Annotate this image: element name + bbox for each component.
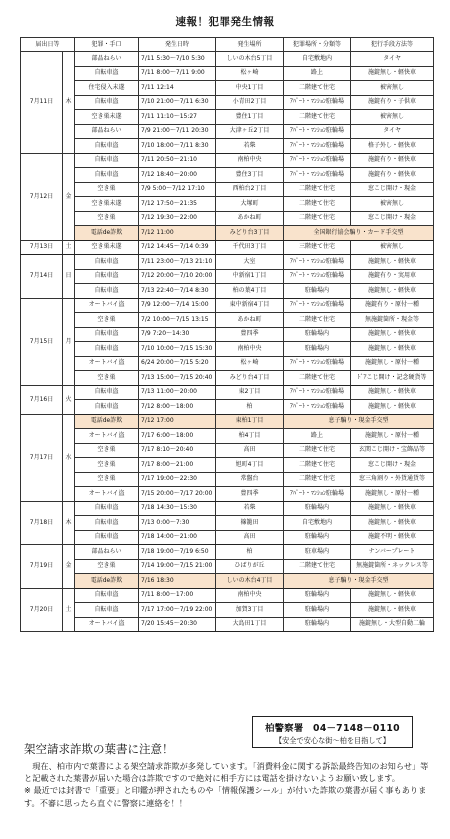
fraud-method: 息子騙り・現金手交型 <box>284 414 434 429</box>
occurrence-time: 7/17 6:00～18:00 <box>139 429 216 444</box>
crime-method: 施錠無し・軽快車 <box>351 284 434 299</box>
table-row <box>21 574 434 589</box>
location-category: 駐輪場内 <box>284 327 351 342</box>
occurrence-time: 7/12 19:30～22:00 <box>139 211 216 226</box>
table-row <box>21 559 434 574</box>
occurrence-place: あかね町 <box>216 313 284 328</box>
occurrence-time: 7/9 12:00～7/14 15:00 <box>139 298 216 313</box>
occurrence-time: 7/9 21:00～7/11 20:30 <box>139 124 216 139</box>
occurrence-time: 7/9 5:00～7/12 17:10 <box>139 182 216 197</box>
occurrence-time: 7/11 8:00～17:00 <box>139 588 216 603</box>
header-type: 犯罪・手口 <box>75 38 139 52</box>
report-weekday: 月 <box>63 298 75 385</box>
occurrence-place: みどり台4丁目 <box>216 371 284 386</box>
report-date: 7月19日 <box>21 545 63 589</box>
report-date: 7月17日 <box>21 414 63 501</box>
occurrence-place: 豊住3丁目 <box>216 168 284 183</box>
location-category: 駐輪場内 <box>284 588 351 603</box>
table-row <box>21 342 434 357</box>
table-row <box>21 414 434 429</box>
occurrence-place: 大津ヶ丘2丁目 <box>216 124 284 139</box>
table-row <box>21 182 434 197</box>
occurrence-place: 篠籠田 <box>216 516 284 531</box>
table-row <box>21 400 434 415</box>
report-weekday: 木 <box>63 52 75 154</box>
occurrence-time: 7/13 0:00～7:30 <box>139 516 216 531</box>
occurrence-time: 7/13 22:40～7/14 8:30 <box>139 284 216 299</box>
table-row <box>21 313 434 328</box>
occurrence-place: 豊四季 <box>216 327 284 342</box>
occurrence-place: 若柴 <box>216 139 284 154</box>
location-category: ｱﾊﾟｰﾄ・ﾏﾝｼｮﾝ駐輪場 <box>284 139 351 154</box>
occurrence-place: 加賀3丁目 <box>216 603 284 618</box>
location-category: 駐車場内 <box>284 545 351 560</box>
crime-method: 施錠無し・軽快車 <box>351 516 434 531</box>
table-row <box>21 371 434 386</box>
crime-method: タイヤ <box>351 124 434 139</box>
location-category: ｱﾊﾟｰﾄ・ﾏﾝｼｮﾝ駐輪場 <box>284 269 351 284</box>
location-category: ｱﾊﾟｰﾄ・ﾏﾝｼｮﾝ駐輪場 <box>284 400 351 415</box>
occurrence-place: 南柏中央 <box>216 342 284 357</box>
table-row <box>21 110 434 125</box>
table-row <box>21 66 434 81</box>
crime-method: 無施錠箇所・現金等 <box>351 313 434 328</box>
crime-type: 自転車盗 <box>75 603 139 618</box>
occurrence-place: 高田 <box>216 443 284 458</box>
crime-method: 施錠有り・軽快車 <box>351 168 434 183</box>
crime-type: 自転車盗 <box>75 139 139 154</box>
occurrence-place: 千代田3丁目 <box>216 240 284 255</box>
report-date: 7月13日 <box>21 240 63 255</box>
table-row <box>21 487 434 502</box>
report-weekday: 日 <box>63 255 75 299</box>
crime-table-body <box>21 52 434 632</box>
table-row <box>21 617 434 632</box>
crime-method: 施錠無し・軽快車 <box>351 385 434 400</box>
occurrence-place: 松ヶ崎 <box>216 356 284 371</box>
occurrence-time: 7/2 10:00～7/15 13:15 <box>139 313 216 328</box>
occurrence-place: 大室 <box>216 255 284 270</box>
crime-method: 玄関こじ開け・宝飾品等 <box>351 443 434 458</box>
occurrence-time: 7/17 17:00～7/19 22:00 <box>139 603 216 618</box>
location-category: 路上 <box>284 66 351 81</box>
table-row <box>21 168 434 183</box>
crime-method: 施錠無し・軽快車 <box>351 400 434 415</box>
occurrence-time: 7/17 19:00～22:30 <box>139 472 216 487</box>
crime-type: 自転車盗 <box>75 400 139 415</box>
occurrence-time: 7/16 18:30 <box>139 574 216 589</box>
table-row <box>21 443 434 458</box>
crime-method: 施錠有り・子供車 <box>351 95 434 110</box>
crime-type: オートバイ盗 <box>75 487 139 502</box>
crime-method: タイヤ <box>351 52 434 67</box>
crime-type: 自転車盗 <box>75 516 139 531</box>
occurrence-place: 若柴 <box>216 501 284 516</box>
location-category: 二階建て住宅 <box>284 81 351 96</box>
table-row <box>21 298 434 313</box>
crime-method: 窓こじ開け・現金 <box>351 211 434 226</box>
occurrence-place: 大島田1丁目 <box>216 617 284 632</box>
crime-type: 空き巣 <box>75 371 139 386</box>
occurrence-place: みどり台3丁目 <box>216 226 284 241</box>
location-category: ｱﾊﾟｰﾄ・ﾏﾝｼｮﾝ駐輪場 <box>284 298 351 313</box>
table-row <box>21 255 434 270</box>
table-row <box>21 603 434 618</box>
location-category: ｱﾊﾟｰﾄ・ﾏﾝｼｮﾝ駐輪場 <box>284 168 351 183</box>
location-category: 駐輪場内 <box>284 603 351 618</box>
location-category: ｱﾊﾟｰﾄ・ﾏﾝｼｮﾝ駐輪場 <box>284 385 351 400</box>
location-category: 二階建て住宅 <box>284 559 351 574</box>
crime-type: 自転車盗 <box>75 530 139 545</box>
occurrence-time: 6/24 20:00～7/15 5:20 <box>139 356 216 371</box>
crime-type: 電話de詐欺 <box>75 574 139 589</box>
location-category: ｱﾊﾟｰﾄ・ﾏﾝｼｮﾝ駐輪場 <box>284 153 351 168</box>
location-category: 二階建て住宅 <box>284 458 351 473</box>
crime-type: 空き巣 <box>75 458 139 473</box>
occurrence-time: 7/12 18:40～20:00 <box>139 168 216 183</box>
occurrence-time: 7/12 17:50～21:35 <box>139 197 216 212</box>
location-category: 駐輪場内 <box>284 342 351 357</box>
report-date: 7月11日 <box>21 52 63 154</box>
fraud-method: 息子騙り・現金手交型 <box>284 574 434 589</box>
crime-type: 自転車盗 <box>75 588 139 603</box>
report-weekday: 火 <box>63 385 75 414</box>
occurrence-place: しいの木台5丁目 <box>216 52 284 67</box>
location-category: ｱﾊﾟｰﾄ・ﾏﾝｼｮﾝ駐輪場 <box>284 487 351 502</box>
table-row <box>21 197 434 212</box>
occurrence-time: 7/10 18:00～7/11 8:30 <box>139 139 216 154</box>
report-date: 7月18日 <box>21 501 63 545</box>
crime-table <box>20 37 434 632</box>
crime-type: 空き巣未遂 <box>75 110 139 125</box>
table-row <box>21 52 434 67</box>
location-category: 駐輪場内 <box>284 617 351 632</box>
crime-method: 施錠無し・原付一種 <box>351 487 434 502</box>
occurrence-time: 7/13 15:00～7/15 20:40 <box>139 371 216 386</box>
crime-type: 自転車盗 <box>75 269 139 284</box>
table-row <box>21 139 434 154</box>
header-time: 発生日時 <box>139 38 216 52</box>
occurrence-time: 7/11 5:30～7/10 5:30 <box>139 52 216 67</box>
table-row <box>21 472 434 487</box>
crime-type: 空き巣 <box>75 443 139 458</box>
table-row <box>21 211 434 226</box>
crime-method: 施錠無し・軽快車 <box>351 327 434 342</box>
occurrence-time: 7/10 21:00～7/11 6:30 <box>139 95 216 110</box>
crime-method: 施錠無し・軽快車 <box>351 255 434 270</box>
occurrence-time: 7/14 19:00～7/15 21:00 <box>139 559 216 574</box>
occurrence-time: 7/17 8:00～21:00 <box>139 458 216 473</box>
location-category: 駐輪場内 <box>284 501 351 516</box>
crime-type: 部品ねらい <box>75 545 139 560</box>
crime-method: 無施錠箇所・ネックレス等 <box>351 559 434 574</box>
location-category: ｱﾊﾟｰﾄ・ﾏﾝｼｮﾝ駐輪場 <box>284 356 351 371</box>
crime-type: 電話de詐欺 <box>75 414 139 429</box>
police-contact-box <box>252 716 413 748</box>
table-row <box>21 516 434 531</box>
table-row <box>21 429 434 444</box>
occurrence-place: 柏4丁目 <box>216 429 284 444</box>
occurrence-place: 松ヶ崎 <box>216 66 284 81</box>
occurrence-place: 柏 <box>216 400 284 415</box>
location-category: 二階建て住宅 <box>284 472 351 487</box>
occurrence-place: 豊四季 <box>216 487 284 502</box>
occurrence-place: 柏 <box>216 545 284 560</box>
report-date: 7月12日 <box>21 153 63 240</box>
crime-type: 自転車盗 <box>75 95 139 110</box>
occurrence-place: 東柏1丁目 <box>216 414 284 429</box>
header-place: 発生場所 <box>216 38 284 52</box>
occurrence-place: 南柏中央 <box>216 153 284 168</box>
report-weekday: 土 <box>63 588 75 632</box>
crime-type: 電話de詐欺 <box>75 226 139 241</box>
occurrence-place: 東2丁目 <box>216 385 284 400</box>
occurrence-place: 小青田2丁目 <box>216 95 284 110</box>
occurrence-time: 7/13 11:00～20:00 <box>139 385 216 400</box>
table-row <box>21 124 434 139</box>
crime-type: オートバイ盗 <box>75 356 139 371</box>
crime-type: 自転車盗 <box>75 284 139 299</box>
occurrence-place: しいの木台4丁目 <box>216 574 284 589</box>
crime-type: オートバイ盗 <box>75 298 139 313</box>
occurrence-place: ひばりが丘 <box>216 559 284 574</box>
crime-method: 施錠無し・軽快車 <box>351 66 434 81</box>
crime-method: 施錠無し・原付一種 <box>351 429 434 444</box>
occurrence-time: 7/12 8:00～18:00 <box>139 400 216 415</box>
table-row <box>21 530 434 545</box>
crime-method: 施錠無し・軽快車 <box>351 603 434 618</box>
occurrence-time: 7/12 20:00～7/10 20:00 <box>139 269 216 284</box>
fraud-method: 全国銀行協会騙り・カード手交型 <box>284 226 434 241</box>
crime-method: 施錠有り・原付一種 <box>351 298 434 313</box>
table-row <box>21 269 434 284</box>
location-category: 三階建て住宅 <box>284 240 351 255</box>
report-date: 7月20日 <box>21 588 63 632</box>
report-date: 7月15日 <box>21 298 63 385</box>
crime-type: 自転車盗 <box>75 385 139 400</box>
location-category: ｱﾊﾟｰﾄ・ﾏﾝｼｮﾝ駐輪場 <box>284 95 351 110</box>
report-date: 7月16日 <box>21 385 63 414</box>
crime-method: ﾄﾞｱこじ開け・記念硬貨等 <box>351 371 434 386</box>
crime-type: 自転車盗 <box>75 168 139 183</box>
table-row <box>21 284 434 299</box>
police-slogan: 【安全で安心な街～柏を目指して】 <box>274 736 390 745</box>
crime-type: オートバイ盗 <box>75 617 139 632</box>
occurrence-time: 7/12 11:00 <box>139 226 216 241</box>
crime-type: 空き巣 <box>75 182 139 197</box>
crime-type: 自転車盗 <box>75 501 139 516</box>
table-header-row <box>21 38 434 52</box>
report-weekday: 金 <box>63 153 75 240</box>
occurrence-time: 7/17 8:10～20:40 <box>139 443 216 458</box>
occurrence-time: 7/12 17:00 <box>139 414 216 429</box>
occurrence-time: 7/12 14:45～7/14 0:39 <box>139 240 216 255</box>
crime-type: 自転車盗 <box>75 327 139 342</box>
occurrence-time: 7/18 14:00～21:00 <box>139 530 216 545</box>
crime-type: 空き巣 <box>75 472 139 487</box>
occurrence-time: 7/18 14:30～15:30 <box>139 501 216 516</box>
crime-type: 空き巣未遂 <box>75 197 139 212</box>
location-category: 二階建て住宅 <box>284 182 351 197</box>
occurrence-time: 7/15 20:00～7/17 20:00 <box>139 487 216 502</box>
occurrence-place: 柏の葉4丁目 <box>216 284 284 299</box>
occurrence-time: 7/20 15:45～20:30 <box>139 617 216 632</box>
crime-method: 施錠無し・軽快車 <box>351 501 434 516</box>
crime-method: 窓こじ開け・現金 <box>351 458 434 473</box>
header-date: 届出日等 <box>21 38 75 52</box>
table-row <box>21 81 434 96</box>
table-row <box>21 356 434 371</box>
report-weekday: 土 <box>63 240 75 255</box>
crime-type: オートバイ盗 <box>75 429 139 444</box>
page-title: 速報！犯罪発生情報 <box>175 16 275 28</box>
crime-type: 自転車盗 <box>75 153 139 168</box>
table-row <box>21 458 434 473</box>
location-category: 自宅敷地内 <box>284 516 351 531</box>
crime-method: 施錠無し・原付一種 <box>351 356 434 371</box>
crime-method: 施錠有り・実用車 <box>351 269 434 284</box>
table-row <box>21 545 434 560</box>
crime-method: 窓三角割り・外貨通貨等 <box>351 472 434 487</box>
location-category: 二階建て住宅 <box>284 110 351 125</box>
occurrence-place: 東中新宿4丁目 <box>216 298 284 313</box>
crime-method: 窓こじ開け・現金 <box>351 182 434 197</box>
crime-type: 自転車盗 <box>75 66 139 81</box>
location-category: 駐輪場内 <box>284 284 351 299</box>
occurrence-place: 中央1丁目 <box>216 81 284 96</box>
location-category: 二階建て住宅 <box>284 211 351 226</box>
crime-method: 施錠不明・軽快車 <box>351 530 434 545</box>
report-weekday: 木 <box>63 501 75 545</box>
crime-method: 被害無し <box>351 240 434 255</box>
police-phone: 柏警察署 04－7148－0110 <box>265 723 400 734</box>
location-category: 自宅敷地内 <box>284 52 351 67</box>
notice-warning: ※ 最近では封書で「重要」と印鑑が押されたものや「情報保護シール」が付いた詐欺の葉書が届く事もあります。不審に思ったら直ぐに警察に連絡を！！ <box>24 785 427 808</box>
occurrence-place: 高田 <box>216 530 284 545</box>
occurrence-place: 南柏中央 <box>216 588 284 603</box>
crime-method: 施錠無し・大型自動二輪 <box>351 617 434 632</box>
occurrence-place: 大塚町 <box>216 197 284 212</box>
occurrence-time: 7/11 23:00～7/13 21:10 <box>139 255 216 270</box>
notice-title: 架空請求詐欺の葉書に注意！ <box>24 742 174 756</box>
crime-method: 被害無し <box>351 197 434 212</box>
crime-method: 施錠無し・軽快車 <box>351 342 434 357</box>
occurrence-place: 西柏台2丁目 <box>216 182 284 197</box>
table-row <box>21 95 434 110</box>
notice-body <box>24 760 436 809</box>
crime-type: 部品ねらい <box>75 124 139 139</box>
occurrence-time: 7/9 7:20～14:30 <box>139 327 216 342</box>
table-row <box>21 153 434 168</box>
occurrence-place: 常盤台 <box>216 472 284 487</box>
location-category: ｱﾊﾟｰﾄ・ﾏﾝｼｮﾝ駐輪場 <box>284 124 351 139</box>
crime-method: 施錠無し・軽快車 <box>351 588 434 603</box>
crime-type: 住宅侵入未遂 <box>75 81 139 96</box>
crime-type: 自転車盗 <box>75 342 139 357</box>
occurrence-place: 旭町4丁目 <box>216 458 284 473</box>
crime-method: 被害無し <box>351 81 434 96</box>
table-row <box>21 327 434 342</box>
location-category: 路上 <box>284 429 351 444</box>
occurrence-place: 中新宿1丁目 <box>216 269 284 284</box>
notice-paragraph: 現在、柏市内で葉書による架空請求詐欺が多発しています。「消費料金に関する訴訟最終告知のお知らせ」等と記載された葉書が届いた場合は詐欺ですので絶対に相手方には電話を掛けないようお願い致します。 <box>24 761 429 784</box>
location-category: 二階建て住宅 <box>284 371 351 386</box>
table-row <box>21 501 434 516</box>
location-category: 二階建て住宅 <box>284 313 351 328</box>
header-method: 犯行手段方法等 <box>351 38 434 52</box>
occurrence-time: 7/11 11:10～15:27 <box>139 110 216 125</box>
occurrence-time: 7/11 20:50～21:10 <box>139 153 216 168</box>
location-category: ｱﾊﾟｰﾄ・ﾏﾝｼｮﾝ駐輪場 <box>284 255 351 270</box>
crime-type: 空き巣 <box>75 559 139 574</box>
crime-method: ナンバープレート <box>351 545 434 560</box>
crime-type: 空き巣 <box>75 313 139 328</box>
table-row <box>21 240 434 255</box>
report-weekday: 水 <box>63 414 75 501</box>
crime-method: 施錠有り・軽快車 <box>351 153 434 168</box>
table-row <box>21 385 434 400</box>
crime-type: 空き巣 <box>75 211 139 226</box>
occurrence-time: 7/11 12:14 <box>139 81 216 96</box>
occurrence-place: 豊住1丁目 <box>216 110 284 125</box>
location-category: 二階建て住宅 <box>284 197 351 212</box>
report-date: 7月14日 <box>21 255 63 299</box>
occurrence-place: あかね町 <box>216 211 284 226</box>
table-row <box>21 226 434 241</box>
table-row <box>21 588 434 603</box>
occurrence-time: 7/11 8:00～7/11 9:00 <box>139 66 216 81</box>
crime-method: 被害無し <box>351 110 434 125</box>
header-location: 犯罪場所・分類等 <box>284 38 351 52</box>
occurrence-time: 7/18 19:00～7/19 6:50 <box>139 545 216 560</box>
crime-type: 部品ねらい <box>75 52 139 67</box>
location-category: 駐輪場内 <box>284 530 351 545</box>
location-category: 二階建て住宅 <box>284 443 351 458</box>
crime-type: 自転車盗 <box>75 255 139 270</box>
report-weekday: 金 <box>63 545 75 589</box>
crime-method: 格子外し・軽快車 <box>351 139 434 154</box>
occurrence-time: 7/10 10:00～7/15 15:30 <box>139 342 216 357</box>
crime-type: 空き巣未遂 <box>75 240 139 255</box>
